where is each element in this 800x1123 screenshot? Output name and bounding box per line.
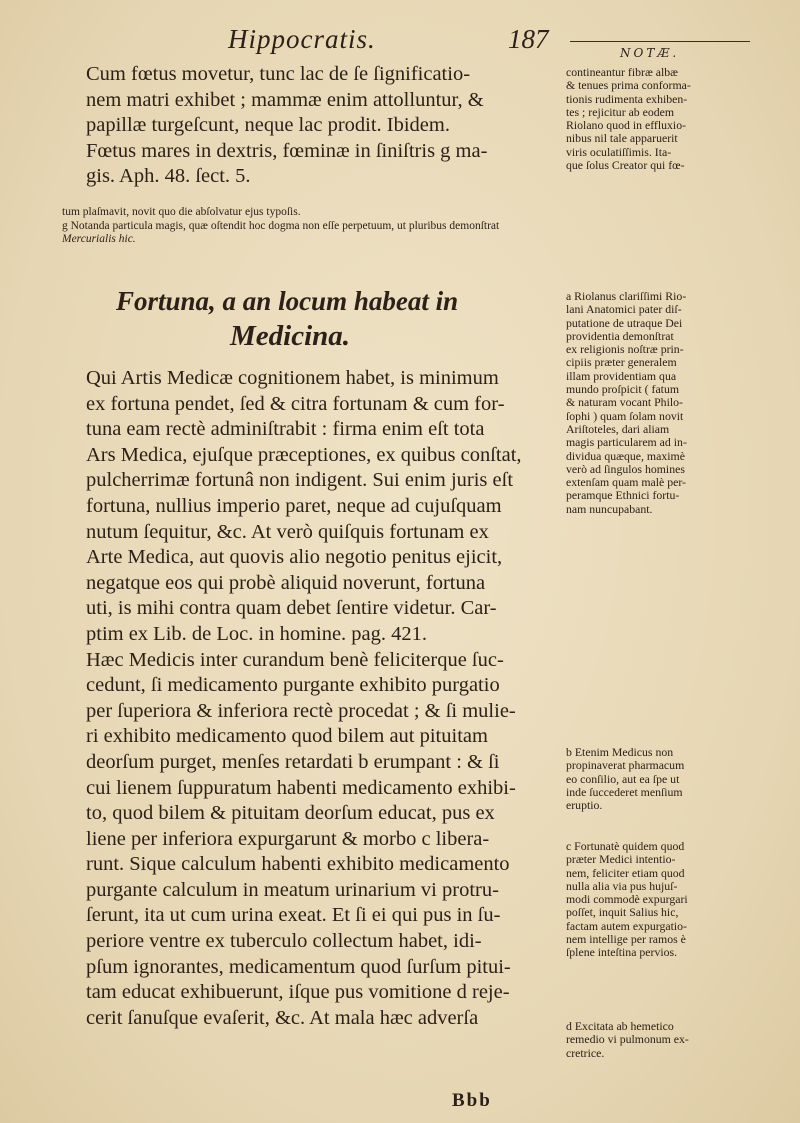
- note-line: viris oculatiſſimis. Ita-: [566, 144, 672, 159]
- note-line: magis particularem ad in-: [566, 435, 687, 450]
- note-line: verò ad ſingulos homines: [566, 461, 685, 476]
- note-line: tionis rudimenta exhiben-: [566, 91, 688, 106]
- note-line: providentia demonſtrat: [566, 328, 674, 343]
- note-line: poſſet, inquit Salius hic,: [566, 905, 679, 920]
- footnote-line: g Notanda particula magis, quæ oſtendit hoc dogma non eſſe perpetuum, ut pluribus demonſtrat: [62, 219, 500, 232]
- notes-label: NOTÆ.: [620, 46, 680, 60]
- note-line: remedio vi pulmonum ex-: [566, 1032, 689, 1047]
- margin-note-b: [566, 746, 762, 812]
- note-line: peramque Ethnici fortu-: [566, 488, 680, 503]
- notes-rule: [570, 41, 750, 42]
- note-line: cretrice.: [566, 1045, 605, 1060]
- text-line: pulcherrimæ fortunâ non indigent. Sui enim juris eſt: [86, 469, 514, 492]
- text-line: Hæc Medicis inter curandum benè feliciterque ſuc-: [86, 648, 504, 671]
- note-line: nibus nil tale apparuerit: [566, 131, 678, 146]
- note-line: nulla alia via pus hujuſ-: [566, 878, 678, 893]
- text-line: to, quod bilem & pituitam deorſum educat, pus ex: [86, 802, 495, 825]
- note-line: nem intellige per ramos è: [566, 932, 686, 947]
- note-line: que ſolus Creator qui fœ-: [566, 158, 685, 173]
- note-line: & tenues prima conforma-: [566, 78, 691, 93]
- section-heading: Fortuna, a an locum habeat in: [116, 286, 459, 316]
- footnote-line: Mercurialis hic.: [62, 233, 136, 246]
- note-line: eo conſilio, aut ea ſpe ut: [566, 771, 680, 786]
- text-line: periore ventre ex tuberculo collectum habet, idi-: [86, 930, 482, 953]
- note-line: factam autem expurgatio-: [566, 918, 687, 933]
- text-line: tuna eam rectè adminiſtrabit : firma enim eſt tota: [86, 418, 485, 441]
- margin-note-c: [566, 840, 762, 960]
- text-line: deorſum purget, menſes retardati b erumpant : & ſi: [86, 750, 500, 773]
- text-line: pſum ignorantes, medicamentum quod ſurſum pitui-: [86, 955, 511, 978]
- text-line: Cum fœtus movetur, tunc lac de ſe ſignificatio-: [86, 63, 471, 85]
- text-line: per ſuperiora & inferiora rectè procedat ; & ſi mulie-: [86, 699, 516, 722]
- section-heading-continued: Medicina.: [230, 320, 351, 352]
- text-line: papillæ turgeſcunt, neque lac prodit. Ibidem.: [86, 114, 450, 137]
- note-line: lani Anatomici pater diſ-: [566, 302, 682, 317]
- text-line: Qui Artis Medicæ cognitionem habet, is minimum: [86, 367, 499, 389]
- note-line: d Excitata ab hemetico: [566, 1019, 674, 1033]
- margin-note-a: [566, 290, 762, 516]
- note-line: nem, feliciter etiam quod: [566, 865, 685, 880]
- margin-note-d: [566, 1020, 762, 1060]
- page-number: 187: [508, 24, 549, 54]
- note-line: tes ; rejicitur ab eodem: [566, 104, 675, 119]
- text-line: Fœtus mares in dextris, fœminæ in ſiniſtris g ma-: [86, 139, 488, 162]
- note-line: Riolano quod in effluxio-: [566, 118, 687, 133]
- text-line: Arte Medica, aut quovis alio negotio penitus ejicit,: [86, 546, 503, 569]
- note-line: cipiis præter generalem: [566, 355, 677, 370]
- text-line: cerit ſanuſque evaſerit, &c. At mala hæc adverſa: [86, 1006, 479, 1029]
- note-line: & naturam vocant Philo-: [566, 395, 683, 410]
- note-line: putatione de utraque Dei: [566, 315, 683, 330]
- note-line: nam nuncupabant.: [566, 501, 653, 516]
- text-line: nem matri exhibet ; mammæ enim attolluntur, &: [86, 88, 484, 111]
- note-line: inde ſuccederet menſium: [566, 784, 683, 799]
- note-line: modi commodè expurgari: [566, 892, 688, 907]
- footnote-block: [62, 206, 762, 247]
- note-line: ſplene inteſtina pervios.: [566, 945, 678, 960]
- note-line: mundo proſpicit ( fatum: [566, 382, 680, 397]
- text-line: ex fortuna pendet, ſed & citra fortunam & cum for-: [86, 392, 505, 415]
- text-line: negatque eos qui probè aliquid noverunt, fortuna: [86, 571, 486, 594]
- text-line: purgante calculum in meatum urinarium vi protru-: [86, 878, 499, 901]
- text-line: Ars Medica, ejuſque præceptiones, ex quibus conſtat,: [86, 443, 522, 466]
- note-line: contineantur fibræ albæ: [566, 65, 679, 79]
- text-line: tam educat exhibuerunt, iſque pus vomitione d reje-: [86, 981, 510, 1004]
- note-line: c Fortunatè quidem quod: [566, 839, 685, 853]
- body-text: [86, 366, 556, 1031]
- top-main-text: [86, 62, 556, 190]
- note-line: b Etenim Medicus non: [566, 745, 674, 759]
- text-line: nutum ſequitur, &c. At verò quiſquis fortunam ex: [86, 520, 489, 543]
- text-line: cedunt, ſi medicamento purgante exhibito purgatio: [86, 674, 500, 697]
- signature-mark: Bbb: [452, 1090, 492, 1111]
- text-line: ſerunt, ita ut cum urina exeat. Et ſi ei qui pus in ſu-: [86, 904, 501, 927]
- text-line: fortuna, nullius imperio paret, neque ad cujuſquam: [86, 494, 502, 517]
- note-line: extenſam quam malè per-: [566, 475, 686, 490]
- text-line: ri exhibito medicamento quod bilem aut pituitam: [86, 725, 488, 748]
- text-line: cui lienem ſuppuratum habenti medicamento exhibi-: [86, 776, 516, 799]
- note-line: ſophi ) quam ſolam novit: [566, 408, 684, 423]
- running-title: Hippocratis.: [228, 24, 376, 54]
- top-margin-note: [566, 66, 762, 172]
- text-line: runt. Sique calculum habenti exhibito medicamento: [86, 853, 510, 876]
- note-line: dividua quæque, maximè: [566, 448, 685, 463]
- text-line: ptim ex Lib. de Loc. in homine. pag. 421.: [86, 622, 428, 645]
- note-line: illam providentiam qua: [566, 368, 677, 383]
- text-line: uti, is mihi contra quam debet ſentire videtur. Car-: [86, 597, 497, 620]
- footnote-line: tum plaſmavit, novit quo die abſolvatur ejus typoſis.: [62, 206, 301, 218]
- text-line: gis. Aph. 48. ſect. 5.: [86, 165, 251, 188]
- note-line: ex religionis noſtræ prin-: [566, 342, 684, 357]
- note-line: eruptio.: [566, 798, 603, 813]
- note-line: præter Medici intentio-: [566, 852, 676, 867]
- text-line: liene per inferiora expurgarunt & morbo c libera-: [86, 827, 490, 850]
- note-line: propinaverat pharmacum: [566, 758, 685, 773]
- note-line: Ariſtoteles, dari aliam: [566, 421, 670, 436]
- note-line: a Riolanus clariſſimi Rio-: [566, 289, 687, 303]
